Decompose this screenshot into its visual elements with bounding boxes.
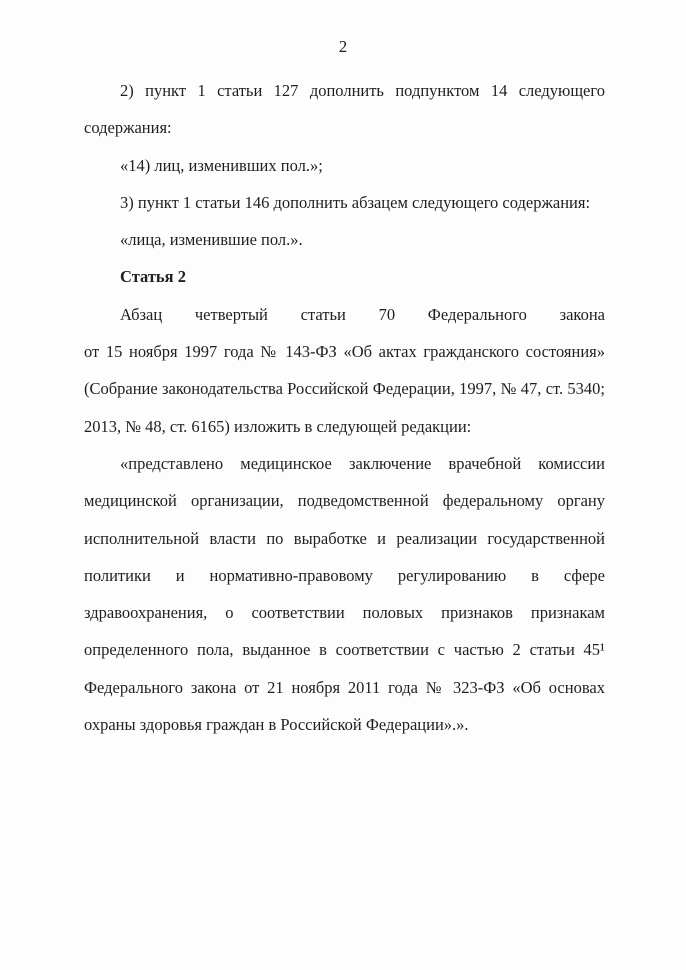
article-2-para-line-2: от 15 ноября 1997 года № 143-ФЗ «Об актах гражданского состояния» (84, 342, 605, 362)
quoted-revision-line-4: политики и нормативно-правовому регулированию в сфере (84, 565, 605, 585)
clause-3-line-1: 3) пункт 1 статьи 146 дополнить абзацем следующего содержания: (120, 192, 591, 212)
quoted-revision-line-8: охраны здоровья граждан в Российской Федерации».». (84, 715, 469, 735)
article-2-para-line-3: (Собрание законодательства Российской Федерации, 1997, № 47, ст. 5340; (84, 379, 605, 399)
clause-2-line-2: содержания: (84, 118, 172, 138)
article-2-para-line-4: 2013, № 48, ст. 6165) изложить в следующей редакции: (84, 416, 472, 436)
page-number: 2 (338, 37, 348, 56)
quoted-revision-line-3: исполнительной власти по выработке и реализации государственной (84, 528, 605, 548)
quoted-revision-line-6: определенного пола, выданное в соответствии с частью 2 статьи 45¹ (84, 640, 605, 660)
quoted-paragraph: «лица, изменившие пол.». (120, 230, 303, 250)
quoted-subitem-14: «14) лиц, изменивших пол.»; (120, 155, 323, 175)
quoted-revision-line-2: медицинской организации, подведомственной федеральному органу (84, 491, 605, 511)
article-2-para-line-1: Абзац четвертый статьи 70 Федерального закона (120, 304, 605, 324)
quoted-revision-line-1: «представлено медицинское заключение врачебной комиссии (120, 453, 605, 473)
quoted-revision-line-5: здравоохранения, о соответствии половых признаков признакам (84, 603, 605, 623)
document-text-block (84, 72, 605, 743)
clause-2-line-1: 2) пункт 1 статьи 127 дополнить подпунктом 14 следующего (120, 81, 605, 100)
article-2-heading: Статья 2 (120, 267, 186, 287)
quoted-revision-line-7: Федерального закона от 21 ноября 2011 года № 323-ФЗ «Об основах (84, 677, 605, 697)
